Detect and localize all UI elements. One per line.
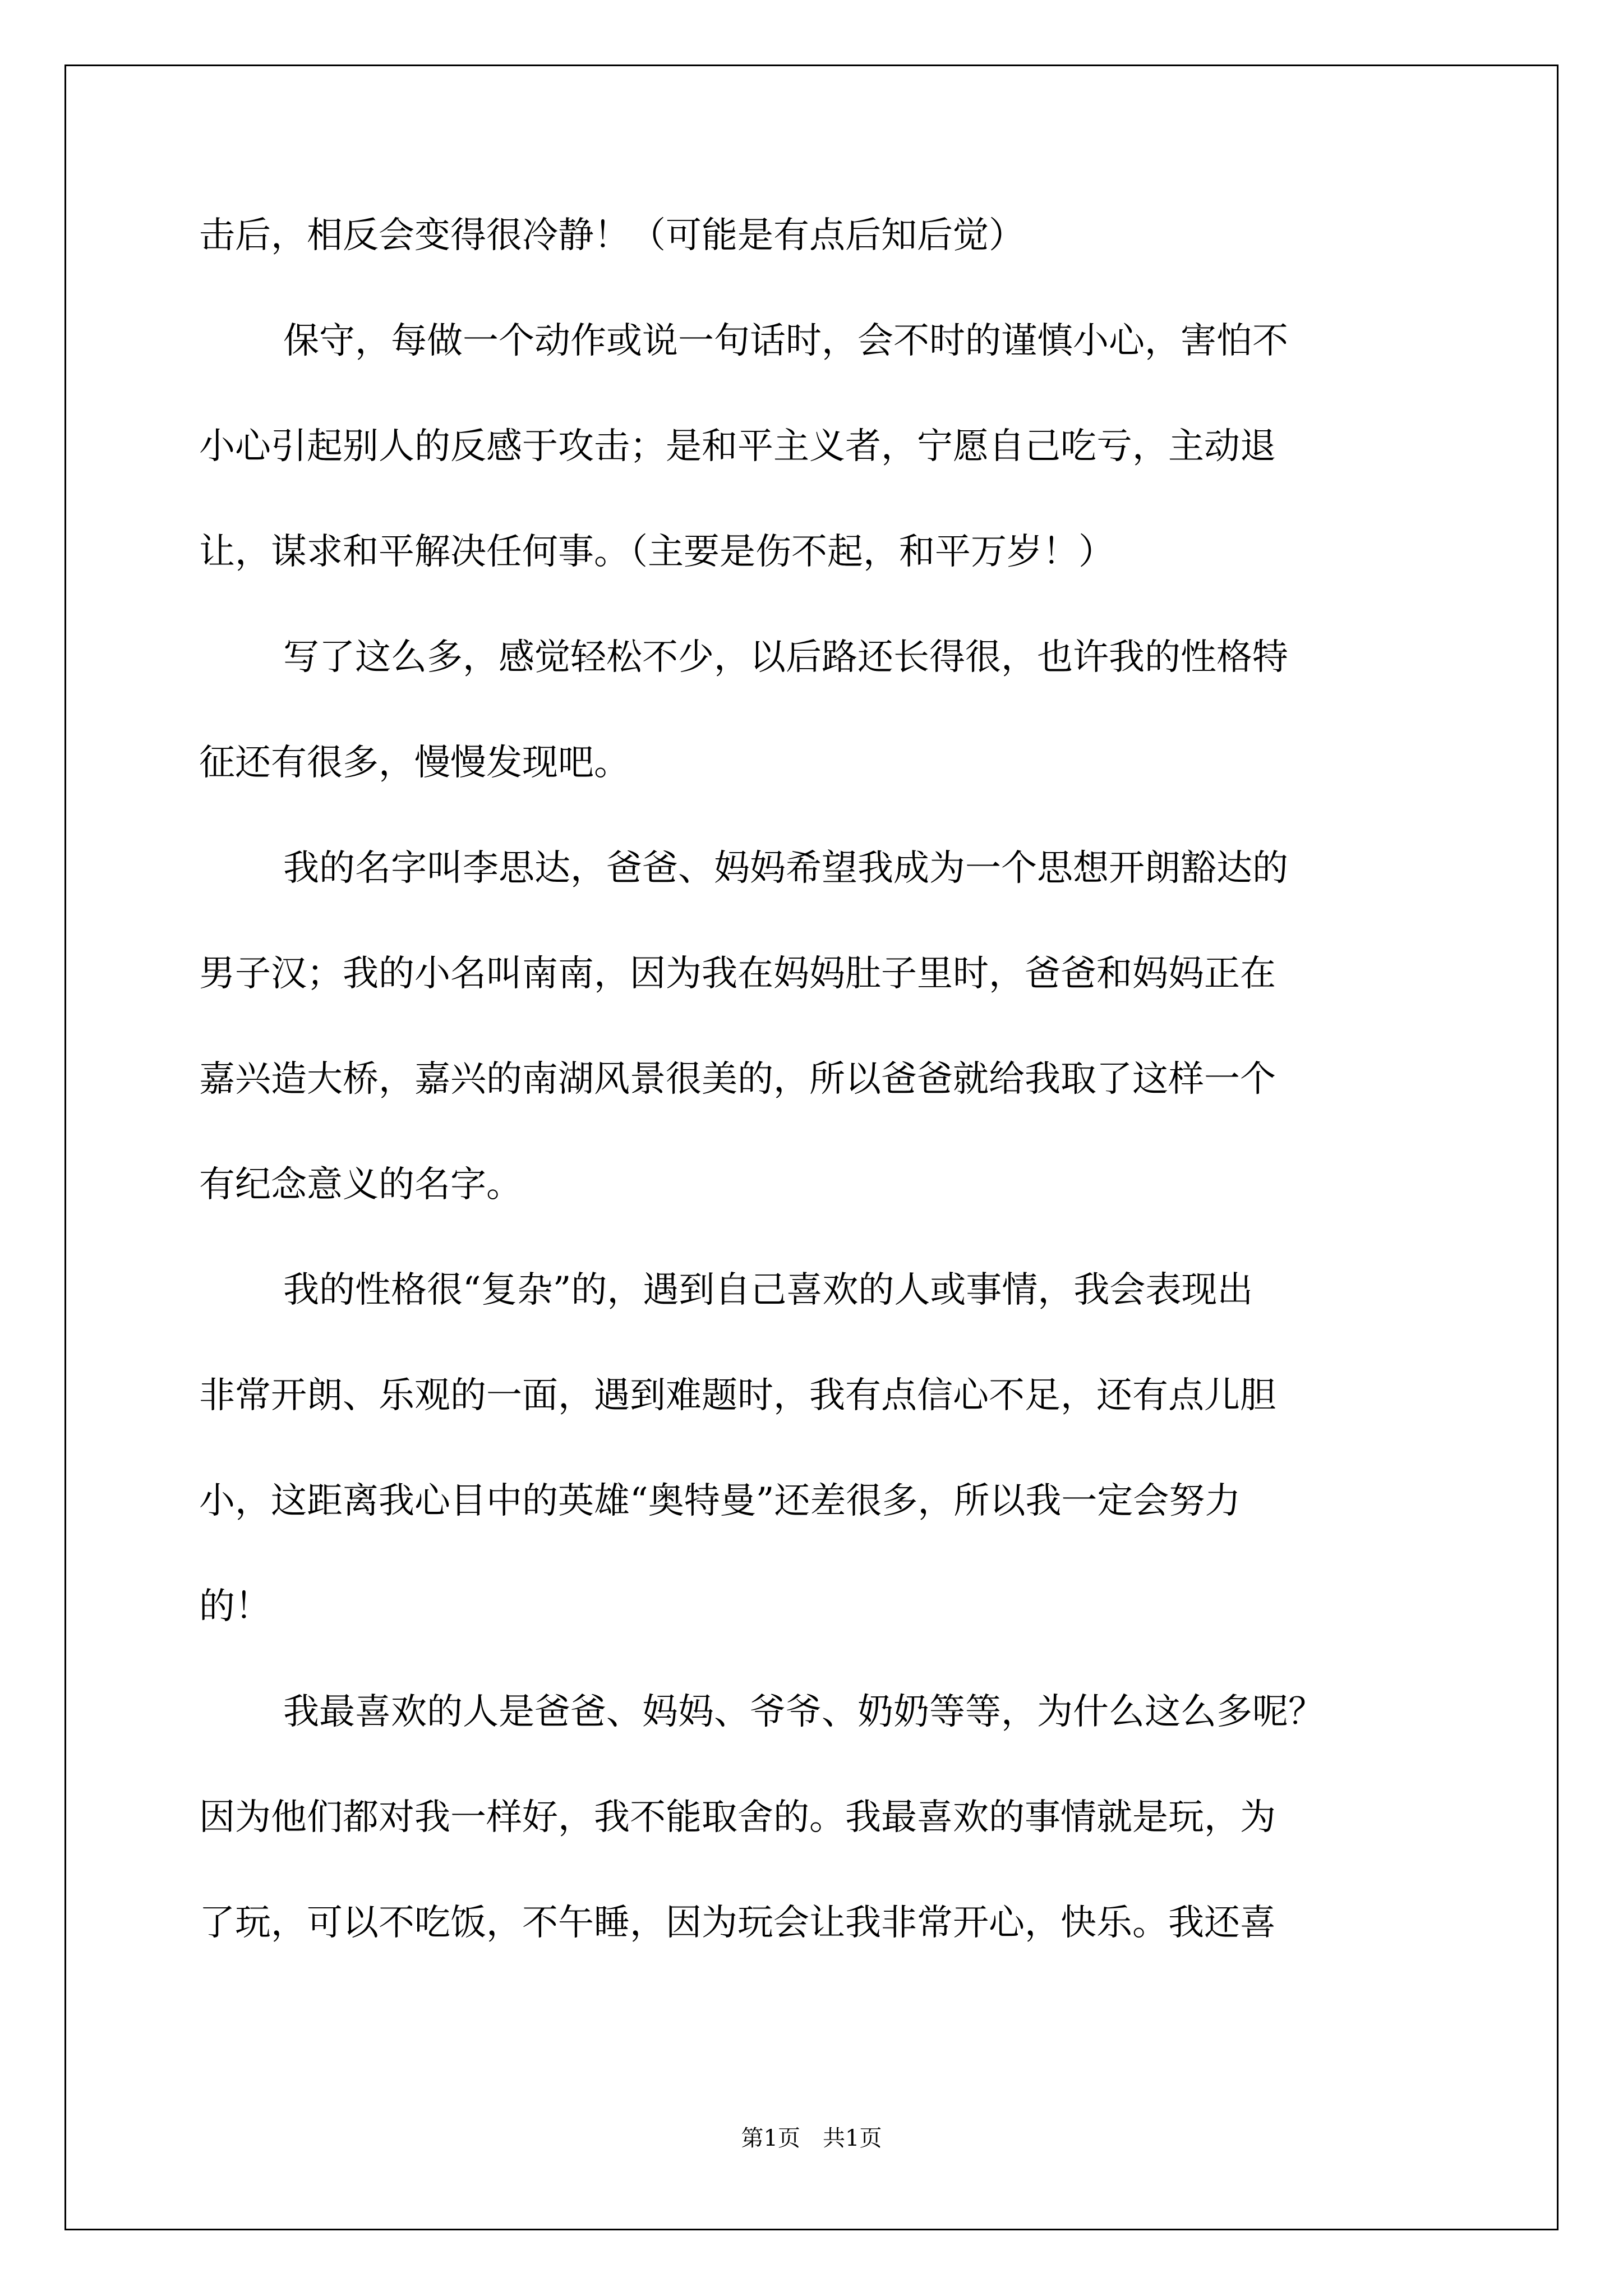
text-line: 非常开朗、乐观的一面，遇到难题时，我有点信心不足，还有点儿胆 <box>199 1375 1276 1416</box>
text-line: 有纪念意义的名字。 <box>199 1164 522 1205</box>
text-line: 我的名字叫李思达，爸爸、妈妈希望我成为一个思想开朗豁达的 <box>283 848 1288 889</box>
text-line: 男子汉；我的小名叫南南，因为我在妈妈肚子里时，爸爸和妈妈正在 <box>199 953 1276 995</box>
text-line: 因为他们都对我一样好，我不能取舍的。我最喜欢的事情就是玩，为 <box>199 1797 1276 1838</box>
text-line: 征还有很多，慢慢发现吧。 <box>199 742 630 784</box>
text-line: 了玩，可以不吃饭，不午睡，因为玩会让我非常开心，快乐。我还喜 <box>199 1902 1276 1944</box>
text-line: 让，谋求和平解决任何事。（主要是伤不起，和平万岁！） <box>199 531 1114 573</box>
text-line: 击后，相反会变得很冷静！（可能是有点后知后觉） <box>199 215 1025 256</box>
text-line: 保守，每做一个动作或说一句话时，会不时的谨慎小心，害怕不 <box>283 320 1288 362</box>
text-line: 我最喜欢的人是爸爸、妈妈、爷爷、奶奶等等，为什么这么多呢？ <box>283 1691 1324 1733</box>
text-line: 嘉兴造大桥，嘉兴的南湖风景很美的，所以爸爸就给我取了这样一个 <box>199 1059 1276 1100</box>
text-line: 小，这距离我心目中的英雄“奥特曼”还差很多，所以我一定会努力 <box>199 1480 1241 1522</box>
text-line: 写了这么多，感觉轻松不少，以后路还长得很，也许我的性格特 <box>283 637 1288 678</box>
text-line: 我的性格很“复杂”的，遇到自己喜欢的人或事情，我会表现出 <box>283 1269 1253 1311</box>
page-number: 第1页 共1页 <box>741 2125 882 2151</box>
text-line: 小心引起别人的反感于攻击；是和平主义者，宁愿自己吃亏，主动退 <box>199 426 1276 467</box>
text-line: 的！ <box>199 1586 271 1627</box>
